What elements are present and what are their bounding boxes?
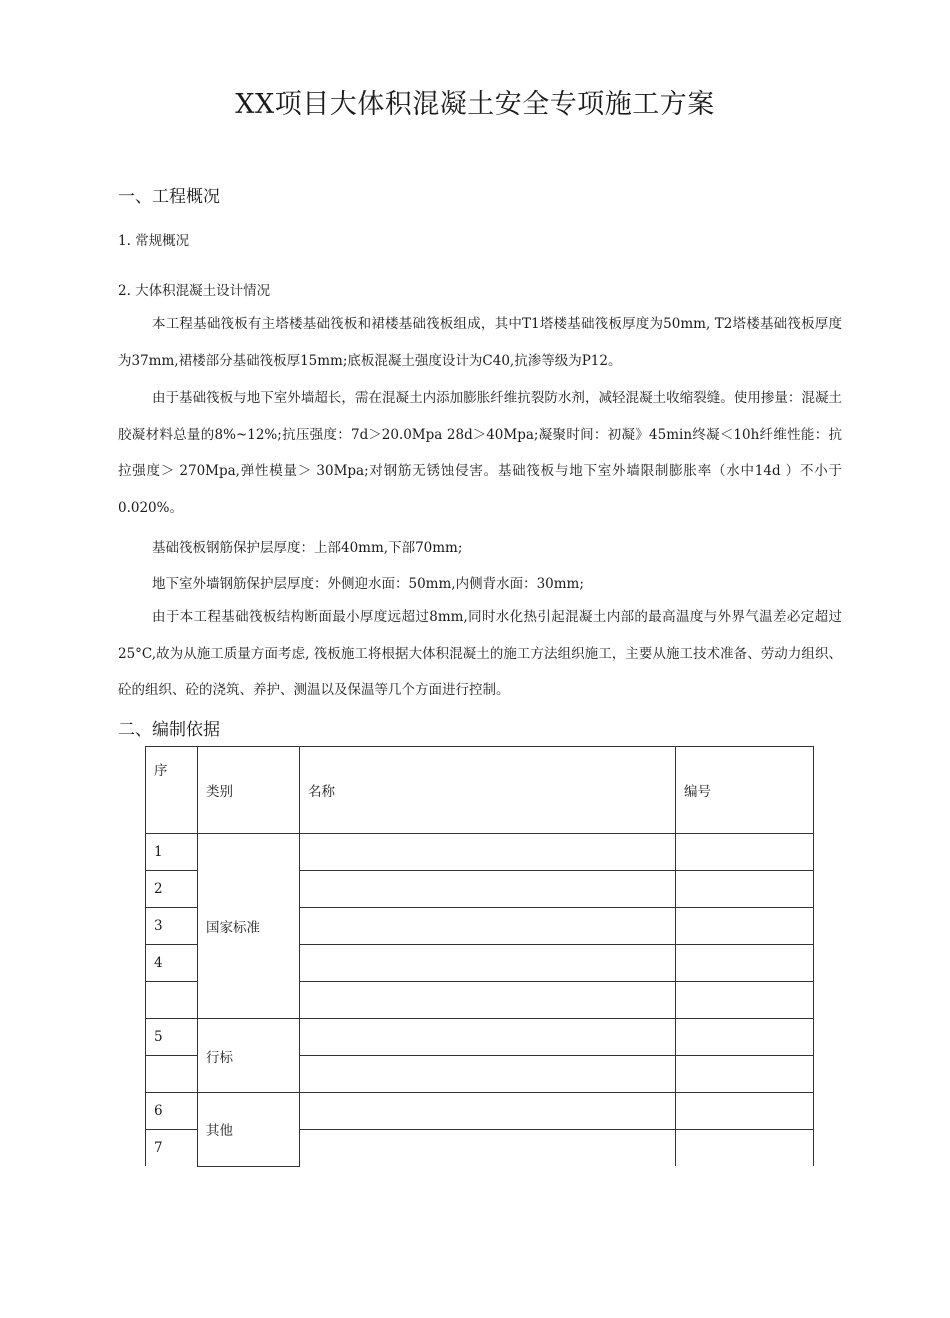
row-seq: 7 <box>146 1130 198 1167</box>
row-seq: 4 <box>146 945 198 982</box>
row-name <box>300 945 676 982</box>
row-seq: 2 <box>146 871 198 908</box>
row-name <box>300 1130 676 1167</box>
row-code <box>676 982 814 1019</box>
row-name <box>300 1056 676 1093</box>
row-name <box>300 1019 676 1056</box>
subheading-mass-concrete: 2. 大体积混凝土设计情况 <box>118 283 271 299</box>
row-seq: 1 <box>146 834 198 871</box>
section-heading-overview: 一、工程概况 <box>118 187 220 207</box>
row-code <box>676 1093 814 1130</box>
row-code <box>676 834 814 871</box>
header-name: 名称 <box>300 747 676 834</box>
header-category: 类别 <box>198 747 300 834</box>
paragraph-admixture: 由于基础筏板与地下室外墙超长，需在混凝土内添加膨胀纤维抗裂防水剂，减轻混凝土收缩裂缝。使用掺量：混凝土胶凝材料总量的8%~12%;抗压强度：7d＞20.0Mpa 28d＞40Mpa;凝聚时间：初凝》45min终凝＜10h纤维性能：抗拉强度＞ 270Mpa,弹性模量＞ 30Mpa;对钢筋无锈蚀侵害。基础筏板与地下室外墙限制膨胀率（水中14d ）不小于0.020%。 <box>118 390 842 516</box>
row-name <box>300 834 676 871</box>
paragraph-raft-thickness: 本工程基础筏板有主塔楼基础筏板和裙楼基础筏板组成，其中T1塔楼基础筏板厚度为50mm, T2塔楼基础筏板厚度为37mm,裙楼部分基础筏板厚15mm;底板混凝土强度设计为C40,抗渗等级为P12。 <box>118 316 842 369</box>
row-seq <box>146 982 198 1019</box>
paragraph-temperature-control: 由于本工程基础筏板结构断面最小厚度远超过8mm,同时水化热引起混凝土内部的最高温度与外界气温差必定超过25°C,故为从施工质量方面考虑, 筏板施工将根据大体积混凝土的施工方法组织施工，主要从施工技术准备、劳动力组织、砼的组织、砼的浇筑、养护、测温以及保温等几个方面进行控制。 <box>118 609 842 698</box>
table-row <box>146 834 814 871</box>
row-seq: 6 <box>146 1093 198 1130</box>
table-header-row <box>146 747 814 834</box>
row-seq: 3 <box>146 908 198 945</box>
row-code <box>676 871 814 908</box>
category-national: 国家标准 <box>198 834 300 1019</box>
basis-table <box>145 746 814 1167</box>
row-seq: 5 <box>146 1019 198 1056</box>
row-code <box>676 1056 814 1093</box>
paragraph-wall-cover: 地下室外墙钢筋保护层厚度：外侧迎水面：50mm,内侧背水面：30mm; <box>152 576 584 592</box>
row-name <box>300 1093 676 1130</box>
section-heading-basis: 二、编制依据 <box>118 720 220 740</box>
row-code <box>676 945 814 982</box>
row-seq <box>146 1056 198 1093</box>
row-code <box>676 1130 814 1167</box>
header-seq: 序 <box>146 747 198 834</box>
table-row <box>146 1093 814 1130</box>
row-name <box>300 908 676 945</box>
category-industry: 行标 <box>198 1019 300 1093</box>
row-code <box>676 1019 814 1056</box>
paragraph-raft-cover: 基础筏板钢筋保护层厚度：上部40mm,下部70mm; <box>152 540 463 556</box>
header-code: 编号 <box>676 747 814 834</box>
row-name <box>300 982 676 1019</box>
row-code <box>676 908 814 945</box>
document-title: XX项目大体积混凝土安全专项施工方案 <box>235 89 715 120</box>
table-row <box>146 1019 814 1056</box>
subheading-general: 1. 常规概况 <box>118 233 190 249</box>
category-other: 其他 <box>198 1093 300 1167</box>
row-name <box>300 871 676 908</box>
